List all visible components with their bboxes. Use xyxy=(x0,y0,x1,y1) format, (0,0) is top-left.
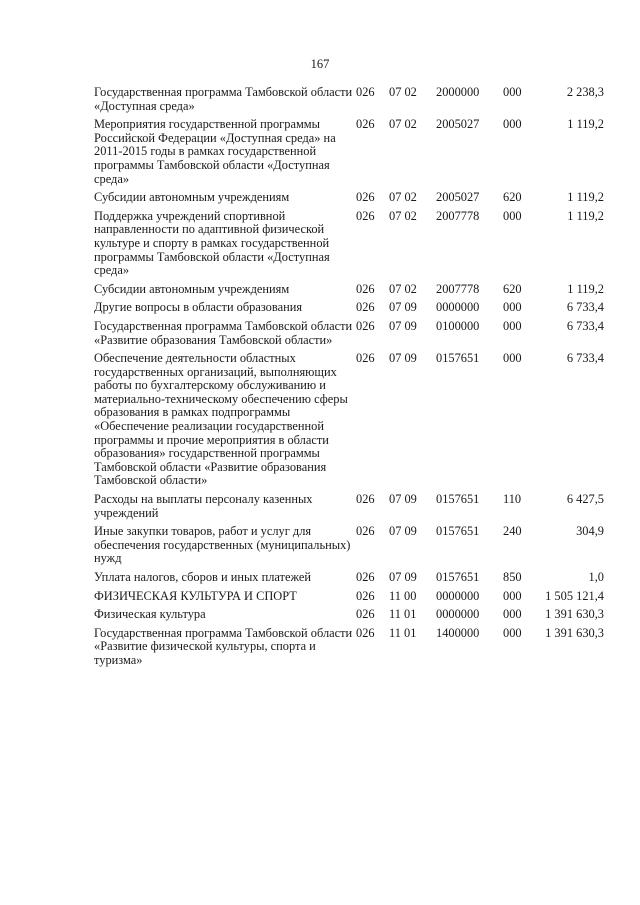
row-amount: 304,9 xyxy=(576,524,604,539)
table-row xyxy=(94,210,604,283)
table-row xyxy=(94,590,604,609)
row-ved-code: 026 xyxy=(356,318,375,333)
row-ved-code: 026 xyxy=(356,588,375,603)
row-expense-type: 850 xyxy=(503,570,522,584)
row-name: ФИЗИЧЕСКАЯ КУЛЬТУРА И СПОРТ xyxy=(94,588,297,603)
row-expense-type: 000 xyxy=(503,318,522,333)
row-target-article: 0157651 xyxy=(436,570,480,584)
row-name: Уплата налогов, сборов и иных платежей xyxy=(94,570,312,584)
row-amount: 1 119,2 xyxy=(567,190,604,205)
row-name: Мероприятия государственной программы Российской Федерации «Доступная среда» на 2011-2015 годы в рамках государственной программы Тамбовской области «Доступная среда» xyxy=(94,117,336,186)
row-expense-type: 000 xyxy=(503,300,522,315)
row-ved-code: 026 xyxy=(356,85,375,99)
row-ved-code: 026 xyxy=(356,300,375,315)
row-amount: 6 733,4 xyxy=(566,318,604,333)
row-section-code: 11 01 xyxy=(389,607,417,622)
row-target-article: 0157651 xyxy=(436,351,480,366)
row-target-article: 2007778 xyxy=(436,208,480,223)
row-target-article: 2007778 xyxy=(436,281,480,296)
row-ved-code: 026 xyxy=(356,281,375,296)
row-ved-code: 026 xyxy=(356,607,375,622)
budget-table xyxy=(94,86,604,673)
row-ved-code: 026 xyxy=(356,117,375,132)
row-section-code: 07 09 xyxy=(389,570,417,584)
table-row xyxy=(94,493,604,525)
row-expense-type: 620 xyxy=(503,281,522,296)
table-row xyxy=(94,571,604,590)
row-amount: 1,0 xyxy=(588,570,604,584)
row-section-code: 07 02 xyxy=(389,281,417,296)
row-amount: 1 505 121,4 xyxy=(545,588,604,603)
row-amount: 1 391 630,3 xyxy=(545,607,604,622)
row-name: Государственная программа Тамбовской области «Развитие физической культуры, спорта и туризма» xyxy=(94,625,353,667)
row-expense-type: 000 xyxy=(503,208,522,223)
row-ved-code: 026 xyxy=(356,625,375,640)
row-target-article: 2000000 xyxy=(436,85,480,99)
table-row xyxy=(94,352,604,493)
row-expense-type: 000 xyxy=(503,117,522,132)
row-name: Государственная программа Тамбовской области «Развитие образования Тамбовской области» xyxy=(94,318,353,347)
row-target-article: 1400000 xyxy=(436,625,480,640)
row-ved-code: 026 xyxy=(356,570,375,584)
row-section-code: 07 02 xyxy=(389,117,417,132)
row-name: Государственная программа Тамбовской области «Доступная среда» xyxy=(94,85,353,113)
row-target-article: 2005027 xyxy=(436,190,480,205)
table-row xyxy=(94,525,604,571)
page-number: 167 xyxy=(310,57,330,71)
row-expense-type: 240 xyxy=(503,524,522,539)
row-target-article: 2005027 xyxy=(436,117,480,132)
row-target-article: 0157651 xyxy=(436,524,480,539)
row-name: Субсидии автономным учреждениям xyxy=(94,281,290,296)
row-section-code: 07 02 xyxy=(389,190,417,205)
row-ved-code: 026 xyxy=(356,208,375,223)
row-target-article: 0000000 xyxy=(436,607,480,622)
table-row xyxy=(94,118,604,191)
row-expense-type: 000 xyxy=(503,607,522,622)
row-amount: 1 119,2 xyxy=(567,281,604,296)
row-target-article: 0000000 xyxy=(436,300,480,315)
row-target-article: 0000000 xyxy=(436,588,480,603)
table-row xyxy=(94,283,604,302)
row-section-code: 07 09 xyxy=(389,351,417,366)
row-expense-type: 000 xyxy=(503,85,522,99)
row-section-code: 11 01 xyxy=(389,625,417,640)
row-amount: 6 733,4 xyxy=(566,351,604,366)
row-name: Иные закупки товаров, работ и услуг для обеспечения государственных (муниципальных) нужд xyxy=(94,524,351,566)
row-expense-type: 000 xyxy=(503,625,522,640)
row-amount: 1 119,2 xyxy=(567,208,604,223)
row-ved-code: 026 xyxy=(356,190,375,205)
row-section-code: 07 09 xyxy=(389,524,417,539)
row-amount: 1 119,2 xyxy=(567,117,604,132)
row-section-code: 07 02 xyxy=(389,85,417,99)
row-section-code: 11 00 xyxy=(389,588,417,603)
row-ved-code: 026 xyxy=(356,492,375,507)
table-row xyxy=(94,191,604,210)
row-expense-type: 620 xyxy=(503,190,522,205)
row-expense-type: 000 xyxy=(503,588,522,603)
row-section-code: 07 09 xyxy=(389,300,417,315)
table-row xyxy=(94,608,604,627)
row-section-code: 07 02 xyxy=(389,208,417,223)
row-amount: 6 733,4 xyxy=(566,300,604,315)
row-name: Обеспечение деятельности областных государственных организаций, выполняющих работы по бухгалтерскому обслуживанию и материально-техническому обеспечению сферы образования в рамках подпрограммы «Обеспечение реализации государственной программы и прочие мероприятия в области образования» государственной программы Тамбовской области «Развитие образования Тамбовской области» xyxy=(94,351,348,488)
row-name: Физическая культура xyxy=(94,607,206,622)
table-row xyxy=(94,86,604,118)
row-amount: 1 391 630,3 xyxy=(545,625,604,640)
row-name: Другие вопросы в области образования xyxy=(94,300,303,315)
row-amount: 6 427,5 xyxy=(566,492,604,507)
table-row xyxy=(94,627,604,673)
row-name: Поддержка учреждений спортивной направленности по адаптивной физической культуре и спорту в рамках государственной программы Тамбовской области «Доступная среда» xyxy=(94,208,330,278)
budget-table-body xyxy=(94,86,604,673)
row-ved-code: 026 xyxy=(356,351,375,366)
row-target-article: 0100000 xyxy=(436,318,480,333)
row-ved-code: 026 xyxy=(356,524,375,539)
row-section-code: 07 09 xyxy=(389,318,417,333)
table-row xyxy=(94,301,604,320)
row-section-code: 07 09 xyxy=(389,492,417,507)
row-name: Субсидии автономным учреждениям xyxy=(94,190,290,205)
row-amount: 2 238,3 xyxy=(566,85,604,99)
row-name: Расходы на выплаты персоналу казенных учреждений xyxy=(94,492,313,520)
row-target-article: 0157651 xyxy=(436,492,480,507)
table-row xyxy=(94,320,604,352)
row-expense-type: 000 xyxy=(503,351,522,366)
row-expense-type: 110 xyxy=(503,492,522,507)
